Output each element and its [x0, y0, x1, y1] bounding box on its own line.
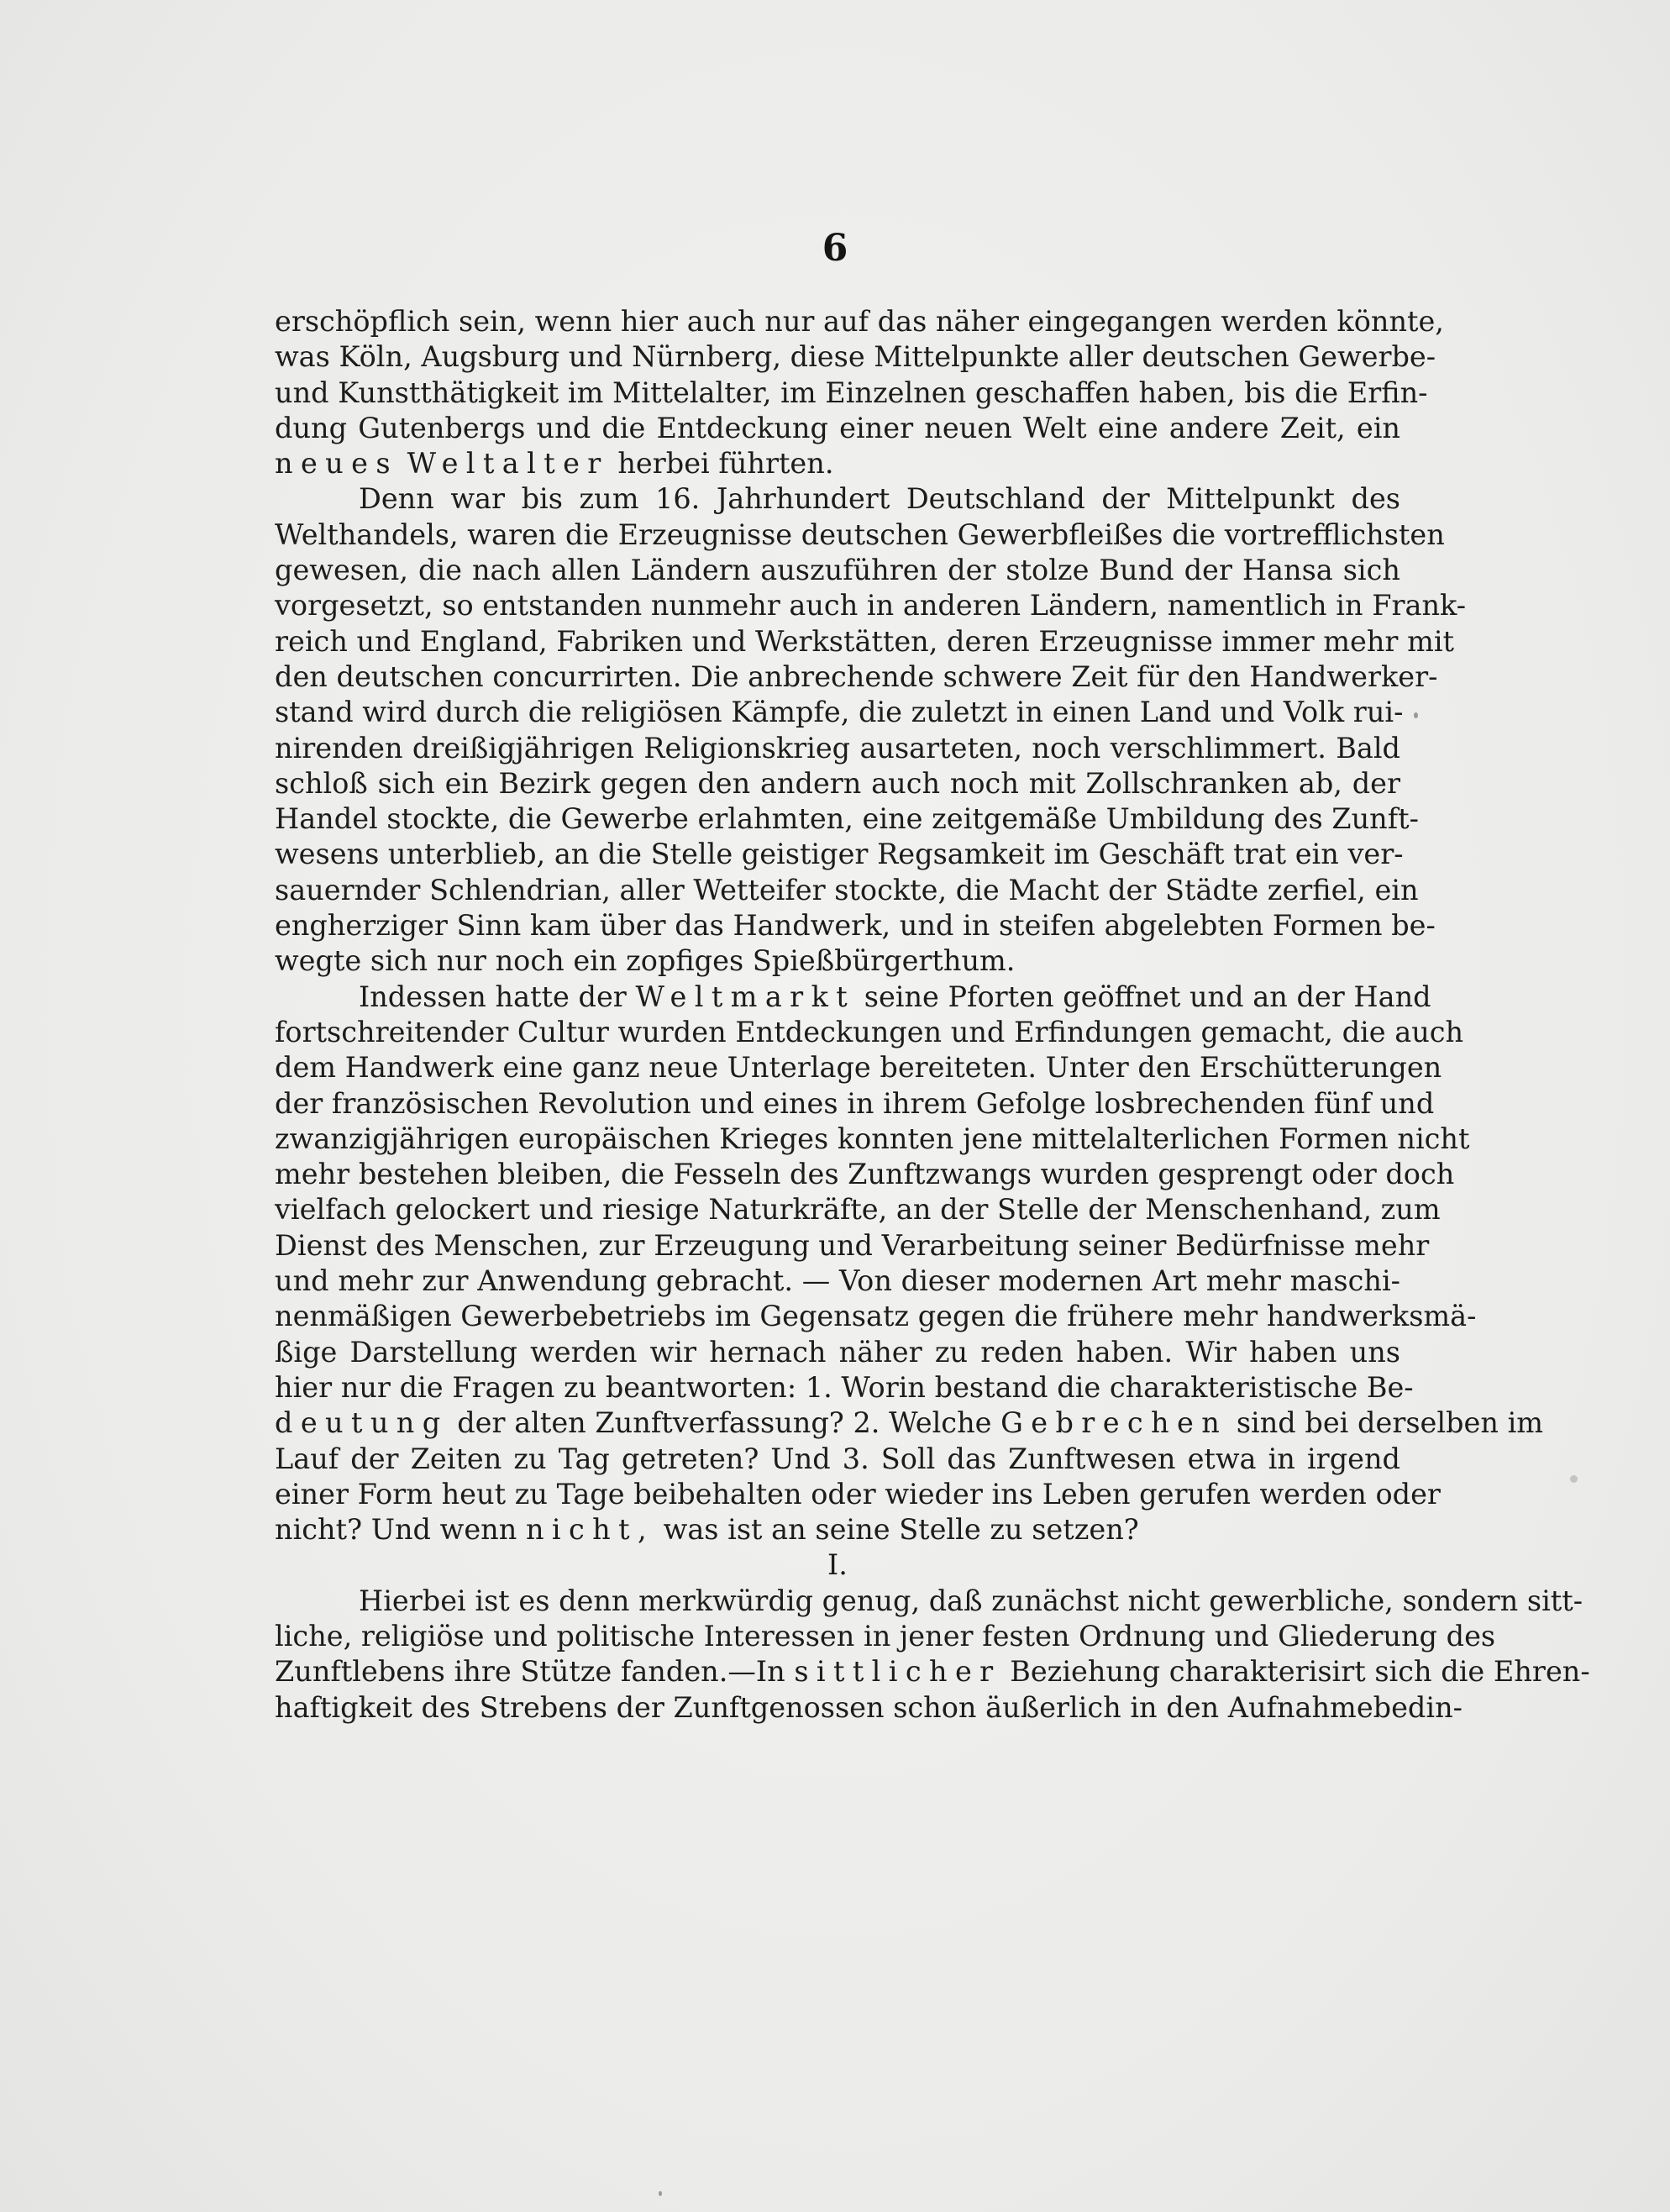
text-line: nicht? Und wenn nicht, was ist an seine Stelle zu setzen? — [275, 1513, 1139, 1547]
text-line: Handel stockte, die Gewerbe erlahmten, eine zeitgemäße Umbildung des Zunft- — [275, 802, 1419, 836]
page-number: 6 — [822, 227, 848, 270]
text-line: und Kunstthätigkeit im Mittelalter, im Einzelnen geschaffen haben, bis die Erfin- — [275, 376, 1428, 409]
text-line: I. — [827, 1548, 848, 1582]
scan-speck — [659, 2191, 662, 2196]
text-line: fortschreitender Cultur wurden Entdeckungen und Erfindungen gemacht, die auch — [275, 1015, 1464, 1048]
text-line: Dienst des Menschen, zur Erzeugung und Verarbeitung seiner Bedürfnisse mehr — [275, 1228, 1430, 1262]
text-line: stand wird durch die religiösen Kämpfe, die zuletzt in einen Land und Volk rui- — [275, 696, 1404, 729]
text-line: gewesen, die nach allen Ländern auszuführen der stolze Bund der Hansa sich — [275, 554, 1400, 587]
text-line: dem Handwerk eine ganz neue Unterlage bereiteten. Unter den Erschütterungen — [275, 1051, 1442, 1085]
text-line: Lauf der Zeiten zu Tag getreten? Und 3. Soll das Zunftwesen etwa in irgend — [275, 1442, 1400, 1475]
text-line: zwanzigjährigen europäischen Krieges konnten jene mittelalterlichen Formen nicht — [275, 1122, 1470, 1155]
text-line: wesens unterblieb, an die Stelle geistiger Regsamkeit im Geschäft trat ein ver- — [275, 838, 1404, 871]
emphasized-word: deutung — [275, 1406, 449, 1440]
emphasized-word: nicht, — [525, 1513, 654, 1547]
emphasized-word: Gebrechen — [1000, 1406, 1228, 1440]
text-line: wegte sich nur noch ein zopfiges Spießbürgerthum. — [275, 944, 1016, 978]
text-line: vorgesetzt, so entstanden nunmehr auch in anderen Ländern, namentlich in Frank- — [275, 589, 1467, 623]
text-line: Indessen hatte der Weltmarkt seine Pforten geöffnet und an der Hand — [359, 980, 1431, 1013]
text-line: dung Gutenbergs und die Entdeckung einer neuen Welt eine andere Zeit, ein — [275, 411, 1400, 444]
text-line: was Köln, Augsburg und Nürnberg, diese Mittelpunkte aller deutschen Gewerbe- — [275, 340, 1436, 374]
text-line: und mehr zur Anwendung gebracht. — Von dieser modernen Art mehr maschi- — [275, 1264, 1400, 1298]
text-line: Welthandels, waren die Erzeugnisse deutschen Gewerbfleißes die vortrefflichsten — [275, 518, 1445, 551]
text-line: erschöpflich sein, wenn hier auch nur auf das näher eingegangen werden könnte, — [275, 305, 1444, 338]
text-line: engherziger Sinn kam über das Handwerk, und in steifen abgelebten Formen be- — [275, 909, 1436, 943]
text-line: nenmäßigen Gewerbebetriebs im Gegensatz gegen die frühere mehr handwerksmä- — [275, 1300, 1477, 1333]
text-line: einer Form heut zu Tage beibehalten oder wieder ins Leben gerufen werden oder — [275, 1477, 1441, 1511]
text-line: hier nur die Fragen zu beantworten: 1. Worin bestand die charakteristische Be- — [275, 1370, 1414, 1404]
emphasized-word: sittlicher — [794, 1655, 1001, 1689]
text-line: reich und England, Fabriken und Werkstätten, deren Erzeugnisse immer mehr mit — [275, 624, 1455, 658]
text-line: haftigkeit des Strebens der Zunftgenossen schon äußerlich in den Aufnahmebedin- — [275, 1690, 1463, 1724]
text-line: Zunftlebens ihre Stütze fanden.—In sittlicher Beziehung charakterisirt sich die Ehren- — [275, 1655, 1590, 1689]
scan-speck — [1570, 1475, 1578, 1483]
text-line: der französischen Revolution und eines in ihrem Gefolge losbrechenden fünf und — [275, 1086, 1435, 1120]
text-line: vielfach gelockert und riesige Naturkräfte, an der Stelle der Menschenhand, zum — [275, 1193, 1441, 1227]
text-line: den deutschen concurrirten. Die anbrechende schwere Zeit für den Handwerker- — [275, 659, 1438, 693]
body-text — [275, 304, 1590, 1726]
scan-speck — [1414, 712, 1418, 718]
text-line: Hierbei ist es denn merkwürdig genug, daß zunächst nicht gewerbliche, sondern sitt- — [359, 1584, 1583, 1617]
text-line: mehr bestehen bleiben, die Fesseln des Zunftzwangs wurden gesprengt oder doch — [275, 1158, 1455, 1191]
emphasized-word: Weltmarkt — [635, 980, 856, 1013]
text-line: schloß sich ein Bezirk gegen den andern auch noch mit Zollschranken ab, der — [275, 766, 1400, 800]
text-line: neues Weltalter herbei führten. — [275, 447, 834, 481]
text-line: ßige Darstellung werden wir hernach näher zu reden haben. Wir haben uns — [275, 1335, 1400, 1369]
text-line: sauernder Schlendrian, aller Wetteifer stockte, die Macht der Städte zerfiel, ein — [275, 873, 1419, 906]
emphasized-word: Weltalter — [407, 447, 609, 481]
text-line: nirenden dreißigjährigen Religionskrieg ausarteten, noch verschlimmert. Bald — [275, 731, 1400, 764]
emphasized-word: neues — [275, 447, 398, 481]
text-line: liche, religiöse und politische Interessen in jener festen Ordnung und Gliederung des — [275, 1619, 1496, 1652]
text-line: Denn war bis zum 16. Jahrhundert Deutschland der Mittelpunkt des — [359, 482, 1400, 516]
text-line: deutung der alten Zunftverfassung? 2. Welche Gebrechen sind bei derselben im — [275, 1406, 1544, 1440]
